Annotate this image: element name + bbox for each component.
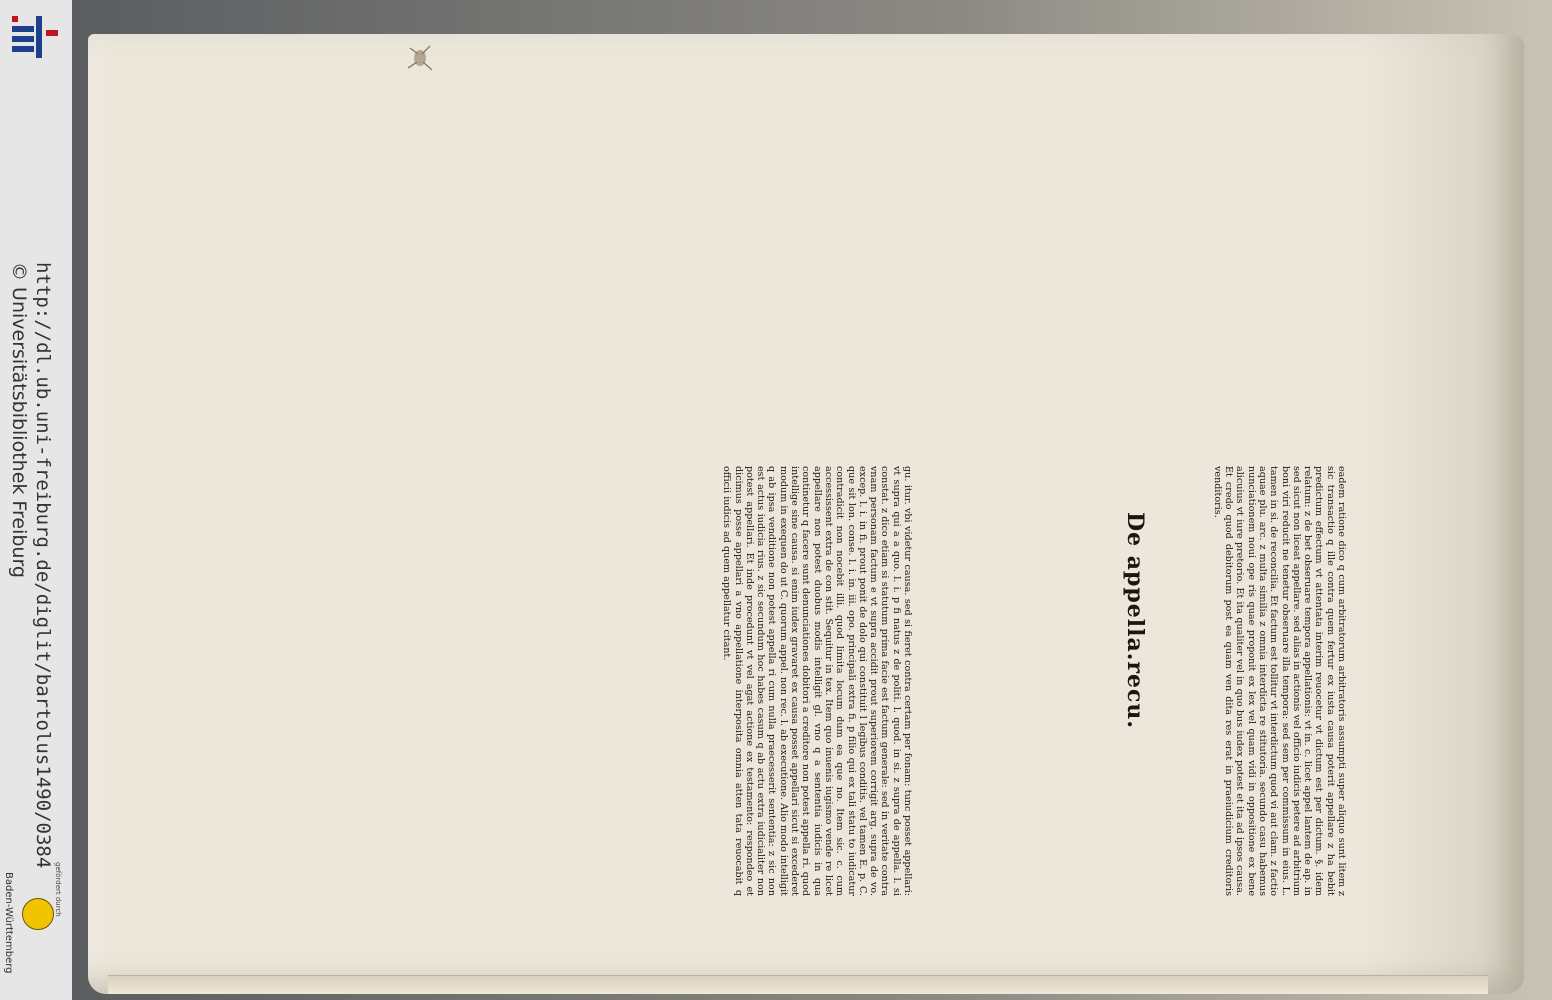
column-right-text: eadem ratione dico q cum arbitratorum arbitratoris assumpti super aliquo sunt litem z sic transactio q ille contra quem fertur ex iusta causa poterit appellare z ha bebit predictum effectum vt attentata interim reuocetur vt dictum est per dictum. §. idem relatum: z de bet obseruare tempora appellationis: vt in. c. licet appel lantem de ap. in sed sicut non liceat appellare. sed alias in actionis vel officio iudicis petere ad arbitrium boni viri reducit ne tenetur obseruare illa tempora: sed sem per commissum in eius. L. tamen in si. de reconcilia. Et factum est tollitur vt interdictum quod vi aut clam. z factio aquae plu. arc. z multa similia z omnia interdicta re stitutoria. secundo casu habemus nunciationem noui ope ris quae proponit ex lex vel quam vidi in oppositione ex bene alicuius vt iure pretorio. Et ita qualiter vel in quo bus iudex potest et ita ad ipsos causa. Et credo quod debitorum post ea quam ven dita res erat in praeiudicium creditoris venditoris.: [1211, 466, 1347, 896]
text-column-left: [613, 466, 913, 896]
funded-by-label: gefördert durch: [54, 862, 62, 917]
university-library-logo: [8, 12, 60, 62]
copyright-notice: © Universitätsbibliothek Freiburg: [8, 262, 30, 578]
running-head: De appella.recu.: [1122, 512, 1148, 730]
text-column-right: [1047, 466, 1347, 896]
page-edge: [108, 975, 1488, 994]
scan-viewer[interactable]: [72, 0, 1552, 1000]
page-shading: [1364, 34, 1524, 994]
funder-label: Baden-Württemberg: [3, 872, 14, 974]
scanned-page: [88, 34, 1524, 994]
ink-blot-icon: [406, 42, 434, 74]
column-left-text: gu. itur. vbi videtur causa. sed si fieret contra certam per fonam: tunc posset appellari: vt supra qui a a quo. l. i. p fi natus z de politi. l. quod. in si. z supra de appella. l. si constat. z dico etiam si statutum prima facie est factum generale: sed in veritate contra vnam personam factum e vt supra accidit prout superiorem corrigit arg. supra de vo. excep. l. i. in fi. prout ponit de dolo qui constituit l legibus conditis. vel tamen E. p. C. que sit lon. conse. l. i. in. iii. opo. principali extra fi. p filio qui ex tali statu to iudicatur contradicit non nocebit illi. quod limita locum dum ea que no. Item sic. c. cum accessissent extra de con stit. Sequitur in tex. Item quo inuenis iugismo vende re licet appellare non potest duobus modis intelligit gl. vno q a sententia iudicis in qua continetur q facere sunt denunciationes dobitori a creditore non potest appella ri. quod intellige sine causa. si enim iudex gravaret ex causa posset appellari sicut si excederet modum in exequen do ut C. quorum appel. non rec. l. ab executione. Alio modo intelligit q ab ipsa venditione non potest appella ri cum nulla praecesserit sententia: z sic non est actus iudicia rius. z sic secundum hoc habes casum q ab actu extra iudicialiter non potest appellari. Et inde procedunt vt vel agat actione ex testamento: respondeo et dicimus posse appellari a vno appellatione interposita omnia atten tata reuocabit q officii iudicis ad quem appellatur citant.: [721, 466, 913, 896]
baden-wuerttemberg-seal-icon: [22, 898, 54, 930]
library-sidebar: [0, 0, 73, 1000]
permalink-url[interactable]: http://dl.ub.uni-freiburg.de/diglit/bartolus1490/0384: [32, 262, 54, 869]
